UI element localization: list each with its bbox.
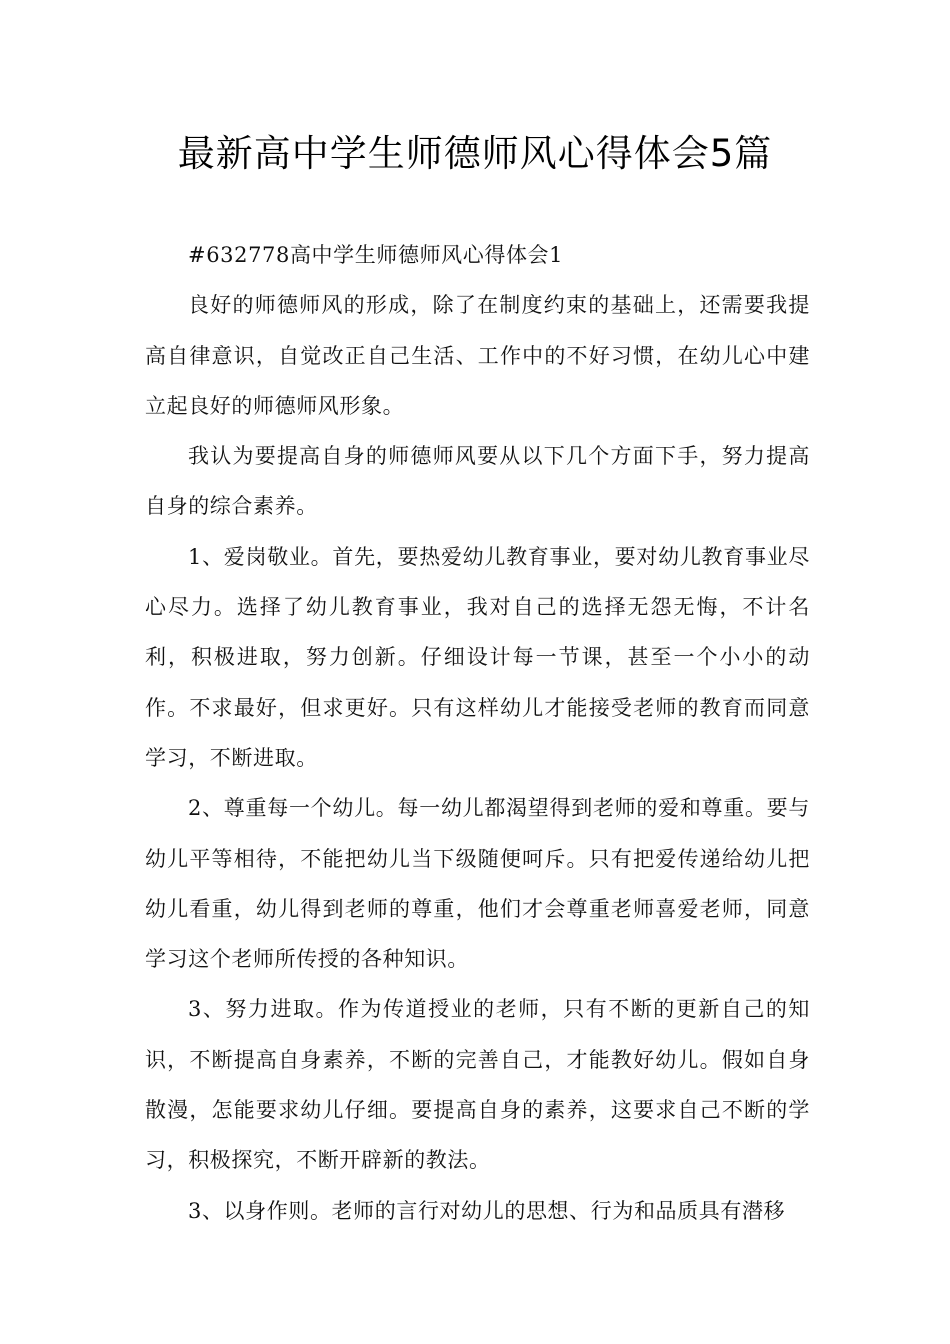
paragraph: 良好的师德师风的形成，除了在制度约束的基础上，还需要我提高自律意识，自觉改正自己生活、工作中的不好习惯，在幼儿心中建立起良好的师德师风形象。 [145,293,810,418]
paragraph: 2、尊重每一个幼儿。每一幼儿都渴望得到老师的爱和尊重。要与幼儿平等相待，不能把幼儿当下级随便呵斥。只有把爱传递给幼儿把幼儿看重，幼儿得到老师的尊重，他们才会尊重老师喜爱老师，同意学习这个老师所传授的各种知识。 [145,796,810,972]
paragraph: 1、爱岗敬业。首先，要热爱幼儿教育事业，要对幼儿教育事业尽心尽力。选择了幼儿教育事业，我对自己的选择无怨无悔，不计名利，积极进取，努力创新。仔细设计每一节课，甚至一个小小的动作。不求最好，但求更好。只有这样幼儿才能接受老师的教育而同意学习，不断进取。 [145,544,810,770]
paragraph-heading-code: #632778高中学生师德师风心得体会1 [188,243,564,267]
paragraph: 3、以身作则。老师的言行对幼儿的思想、行为和品质具有潜移 [188,1198,786,1223]
paragraph: 3、努力进取。作为传道授业的老师，只有不断的更新自己的知识，不断提高自身素养，不断的完善自己，才能教好幼儿。假如自身散漫，怎能要求幼儿仔细。要提高自身的素养，这要求自己不断的学习，积极探究，不断开辟新的教法。 [145,997,810,1173]
document-body [145,230,810,1236]
document-title: 最新高中学生师德师风心得体会5篇 [177,132,773,175]
paragraph: 我认为要提高自身的师德师风要从以下几个方面下手，努力提高自身的综合素养。 [145,444,810,519]
